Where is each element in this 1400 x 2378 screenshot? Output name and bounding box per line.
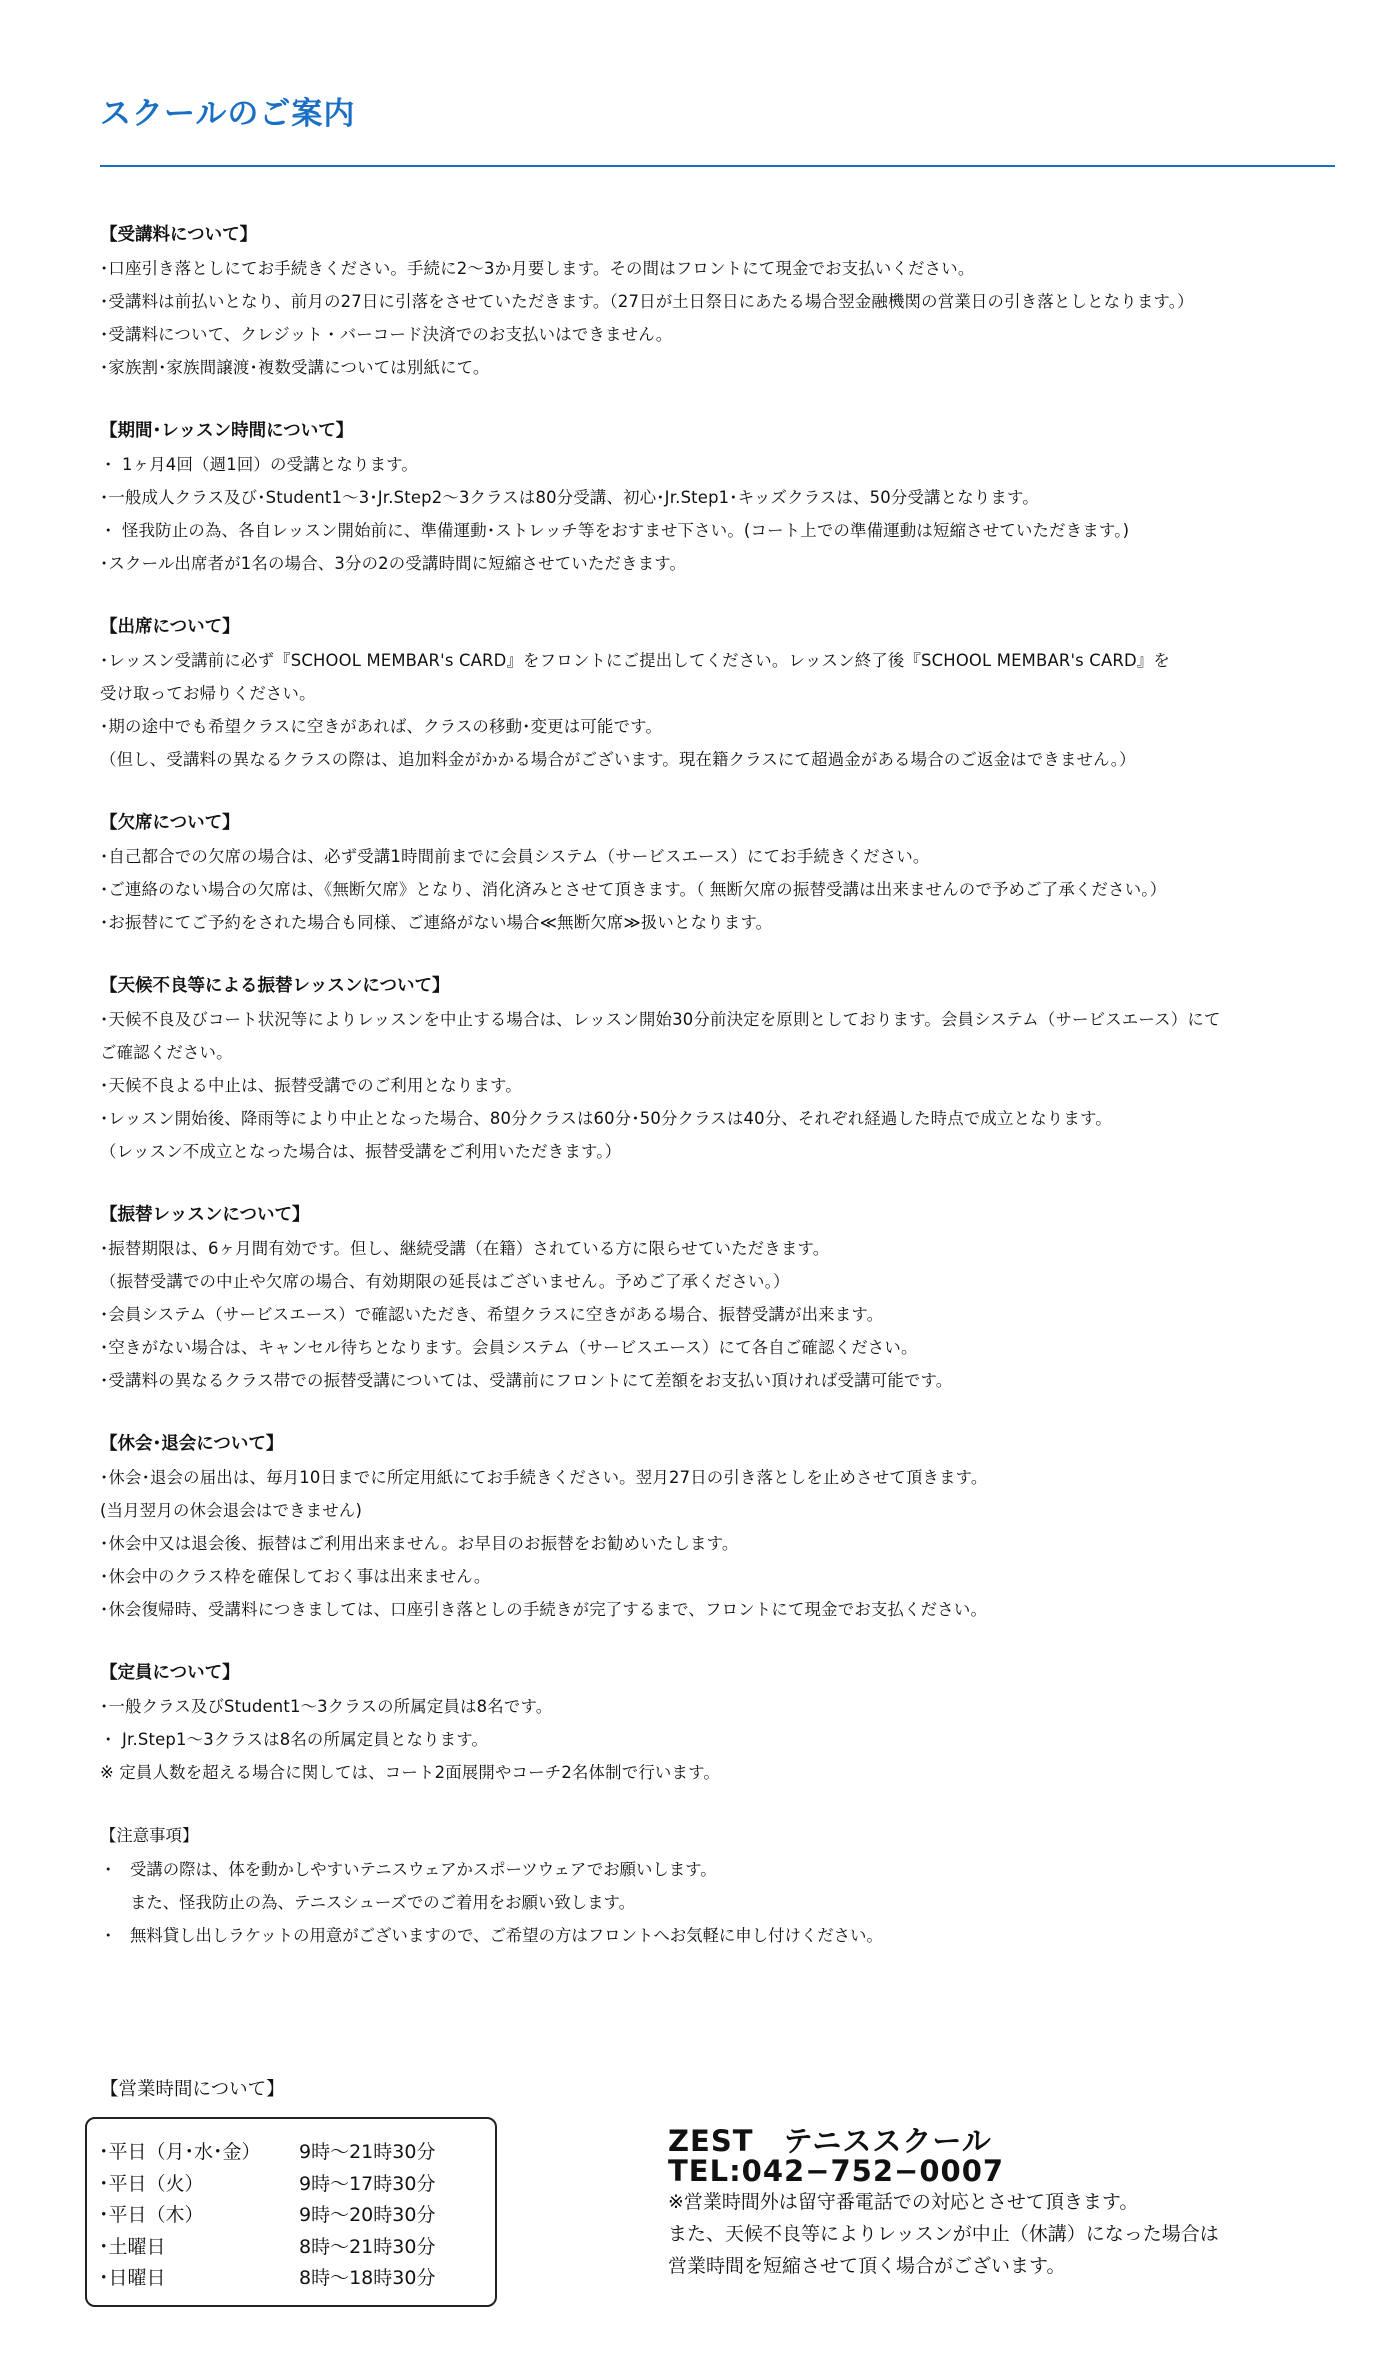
section-heading: 【休会･退会について】 [100,1434,284,1454]
section-line: ･会員システム（サービスエース）で確認いただき、希望クラスに空きがある場合、振替受講が出来ます。 [100,1305,884,1324]
section-line: ･空きがない場合は、キャンセル待ちとなります。会員システム（サービスエース）にて各自ご確認ください。 [100,1338,918,1357]
section-line: ･レッスン開始後、降雨等により中止となった場合、80分クラスは60分･50分クラスは40分、それぞれ経過した時点で成立となります。 [100,1109,1112,1128]
section-line: ･受講料について、クレジット・バーコード決済でのお支払いはできません。 [100,325,673,344]
page-title: スクールのご案内 [100,96,356,132]
section-line: （レッスン不成立となった場合は、振替受講をご利用いただきます。） [100,1142,622,1161]
section-line: ･休会中又は退会後、振替はご利用出来ません。お早目のお振替をお勧めいたします。 [100,1534,739,1553]
contact-notes [668,2186,1219,2282]
school-name: ZEST テニススクール [668,2124,992,2158]
hours-row [99,2263,495,2295]
note-bullet: ・ [100,1926,117,1945]
info-section [100,1427,1360,1626]
hours-day: ･土曜日 [99,2235,166,2258]
hours-day: ･日曜日 [99,2267,166,2289]
section-heading: 【定員について】 [100,1663,240,1683]
hours-row [99,2169,495,2201]
section-line: ・ Jr.Step1～3クラスは8名の所属定員となります。 [100,1730,489,1749]
section-line: ご確認ください。 [100,1043,233,1062]
contact-note-line: 営業時間を短縮させて頂く場合がございます。 [668,2255,1066,2277]
section-line: 受け取ってお帰りください。 [100,684,316,703]
note-bullet: ・ [100,1860,117,1879]
info-section [100,1198,1360,1397]
section-line: ･受講料は前払いとなり、前月の27日に引落をさせていただきます。（27日が土日祭日にあたる場合翌金融機関の営業日の引き落としとなります。） [100,292,1194,311]
section-line: ･天候不良よる中止は、振替受講でのご利用となります。 [100,1076,522,1095]
section-line: ･期の途中でも希望クラスに空きがあれば、クラスの移動･変更は可能です。 [100,717,662,736]
hours-row [99,2232,495,2264]
section-line: ・ 1ヶ月4回（週1回）の受講となります。 [100,455,419,474]
hours-day: ･平日（火） [99,2172,204,2195]
info-section [100,969,1360,1168]
section-line: ･休会中のクラス枠を確保しておく事は出来ません。 [100,1567,491,1586]
section-heading: 【欠席について】 [100,813,240,833]
section-line: ･休会･退会の届出は、毎月10日までに所定用紙にてお手続きください。翌月27日の引き落としを止めさせて頂きます。 [100,1468,988,1487]
info-section [100,414,1360,580]
note-line: 無料貸し出しラケットの用意がございますので、ご希望の方はフロントへお気軽に申し付けください。 [130,1926,883,1945]
section-line: (当月翌月の休会退会はできません) [100,1501,363,1520]
section-line: ･受講料の異なるクラス帯での振替受講については、受講前にフロントにて差額をお支払い頂ければ受講可能です。 [100,1371,953,1390]
contact-note-line: ※営業時間外は留守番電話での対応とさせて頂きます。 [668,2191,1139,2213]
contact-block [668,2126,1219,2282]
info-section [100,218,1360,384]
phone-number: TEL:042−752−0007 [668,2154,1005,2188]
hours-time: 9時～17時30分 [299,2172,436,2195]
section-line: （但し、受講料の異なるクラスの際は、追加料金がかかる場合がございます。現在籍クラスにて超過金がある場合のご返金はできません。） [100,750,1136,769]
hours-day: ･平日（月･水･金） [99,2141,261,2163]
section-line: ･一般成人クラス及び･Student1～3･Jr.Step2～3クラスは80分受講、初心･Jr.Step1･キッズクラスは、50分受講となります。 [100,488,1039,507]
hours-time: 9時～21時30分 [299,2141,436,2163]
notes-list [100,1853,1360,1952]
section-line: ･口座引き落としにてお手続きください。手続に2～3か月要します。その間はフロントにて現金でお支払いください。 [100,259,975,278]
section-line: ･天候不良及びコート状況等によりレッスンを中止する場合は、レッスン開始30分前決定を原則としております。会員システム（サービスエース）にて [100,1010,1221,1029]
notes-section [100,1819,1360,1952]
title-divider [100,165,1335,167]
section-line: ･家族割･家族間譲渡･複数受講については別紙にて。 [100,358,490,377]
section-line: ･振替期限は、6ヶ月間有効です。但し、継続受講（在籍）されている方に限らせていただきます。 [100,1239,830,1258]
section-heading: 【天候不良等による振替レッスンについて】 [100,976,450,996]
section-line: ･スクール出席者が1名の場合、3分の2の受講時間に短縮させていただきます。 [100,554,687,573]
hours-row [99,2137,495,2169]
hours-row [99,2200,495,2232]
hours-time: 8時～18時30分 [299,2267,436,2289]
hours-time: 8時～21時30分 [299,2235,436,2258]
section-line: （振替受講での中止や欠席の場合、有効期限の延長はございません。予めご了承ください。） [100,1272,790,1291]
note-item [100,1853,1360,1919]
section-heading: 【期間･レッスン時間について】 [100,421,354,441]
info-section [100,806,1360,939]
contact-note-line: また、天候不良等によりレッスンが中止（休講）になった場合は [668,2223,1219,2245]
notes-heading: 【注意事項】 [100,1826,199,1845]
hours-heading: 【営業時間について】 [100,2079,285,2100]
section-heading: 【出席について】 [100,617,240,637]
section-line: ･自己都合での欠席の場合は、必ず受講1時間前までに会員システム（サービスエース）にてお手続きください。 [100,847,930,866]
hours-time: 9時～20時30分 [299,2204,436,2226]
section-line: ･レッスン受講前に必ず『SCHOOL MEMBAR's CARD』をフロントにご提出してください。レッスン終了後『SCHOOL MEMBAR's CARD』を [100,651,1170,670]
section-heading: 【受講料について】 [100,225,258,245]
info-sections [100,218,1360,1789]
section-line: ･休会復帰時、受講料につきましては、口座引き落としの手続きが完了するまで、フロントにて現金でお支払ください。 [100,1600,988,1619]
section-line: ･ご連絡のない場合の欠席は、《無断欠席》となり、消化済みとさせて頂きます。（ 無断欠席の振替受講は出来ませんので予めご了承ください。） [100,880,1167,899]
note-text [130,1919,883,1952]
note-text [130,1853,717,1919]
section-heading: 【振替レッスンについて】 [100,1205,310,1225]
note-line: また、怪我防止の為、テニスシューズでのご着用をお願い致します。 [130,1893,635,1912]
note-item [100,1919,1360,1952]
hours-day: ･平日（木） [99,2204,204,2226]
section-line: ・ 怪我防止の為、各自レッスン開始前に、準備運動･ストレッチ等をおすませ下さい。(コート上での準備運動は短縮させていただきます。) [100,521,1130,540]
main-content [100,218,1360,1952]
section-line: ･お振替にてご予約をされた場合も同様、ご連絡がない場合≪無断欠席≫扱いとなります。 [100,913,773,932]
info-section [100,1656,1360,1789]
info-section [100,610,1360,776]
section-line: ※ 定員人数を超える場合に関しては、コート2面展開やコーチ2名体制で行います。 [100,1763,720,1782]
note-line: 受講の際は、体を動かしやすいテニスウェアかスポーツウェアでお願いします。 [130,1860,717,1879]
hours-table [85,2117,497,2307]
section-line: ･一般クラス及びStudent1～3クラスの所属定員は8名です。 [100,1697,553,1716]
